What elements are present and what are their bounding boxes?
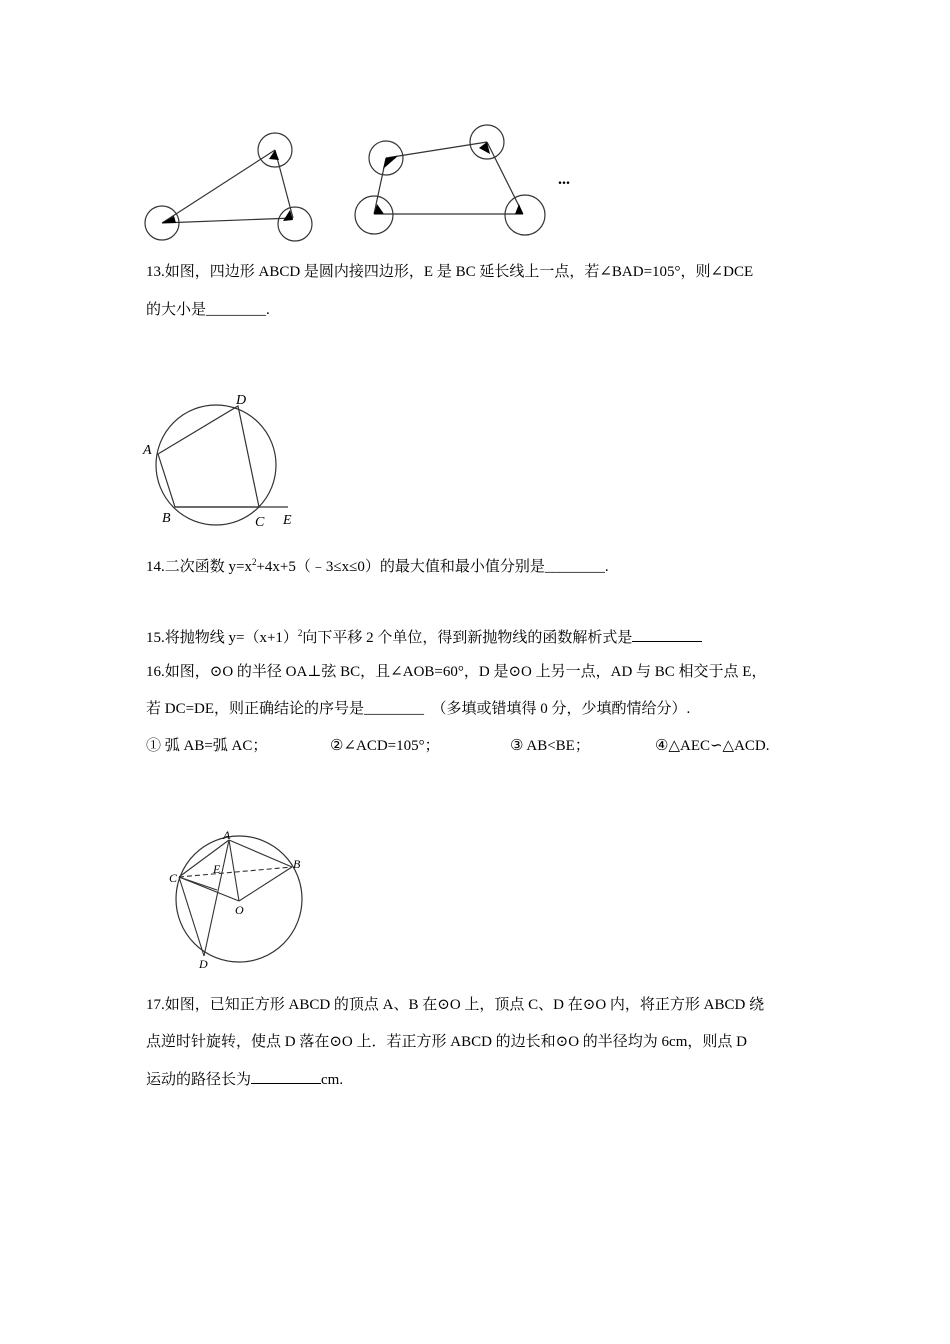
ellipsis-text: ... [558,171,570,188]
q14-suffix: . [604,559,609,575]
q13-figure-cyclic-quadrilateral [138,388,308,533]
q17-line3-suffix: cm. [321,1072,344,1088]
q14-mid: +4x+5（﹣3≤x≤0）的最大值和最小值分别是 [256,559,545,575]
q13-line1: 13.如图，四边形 ABCD 是圆内接四边形，E 是 BC 延长线上一点，若∠BAD=105°，则∠DCE [146,264,754,280]
q15-prefix: 15.将抛物线 y=（x+1） [146,630,298,646]
q16-label-D: D [199,957,208,971]
q17-line3-prefix: 运动的路径长为 [146,1072,252,1088]
q14-sup: 2 [251,557,257,567]
q14-answer-blank[interactable]: ________ [544,559,605,575]
q14-prefix: 14.二次函数 y=x [146,559,252,575]
q13-label-C: C [255,515,265,530]
q13-label-B: B [162,511,171,526]
q16-line2-suffix: （多填或错填得 0 分，少填酌情给分）. [431,701,691,717]
q16-label-O: O [235,903,244,917]
q14-line [146,557,609,577]
q15-line [146,627,702,648]
figure-polygons-with-circles [138,120,588,245]
q16-label-C: C [169,871,178,885]
q16-label-B: B [293,857,301,871]
q16-line2-prefix: 若 DC=DE，则正确结论的序号是 [146,701,365,717]
q15-sup: 2 [297,628,303,638]
q13-label-E: E [283,513,292,528]
q13-label-D: D [236,393,247,408]
q16-option-2: ②∠ACD=105°； [330,738,440,754]
q16-line1: 16.如图，⊙O 的半径 OA⊥弦 BC，且∠AOB=60°，D 是⊙O 上另一点，AD 与 BC 相交于点 E， [146,664,767,680]
q16-line2 [146,699,690,719]
q17-answer-blank[interactable] [251,1069,321,1084]
q13-label-A: A [143,443,152,458]
q16-option-1: ① 弧 AB=弧 AC； [146,738,268,754]
q17-line3 [146,1069,343,1090]
q13-answer-blank[interactable]: ________ [206,302,267,318]
q13-line2-suffix: . [266,302,270,318]
q16-option-4: ④△AEC∽△ACD. [655,738,770,754]
q13-line2-prefix: 的大小是 [146,302,207,318]
q16-label-A: A [223,828,231,842]
q15-answer-blank[interactable] [632,627,702,642]
q13-line2 [146,300,270,320]
q17-line2: 点逆时针旋转，使点 D 落在⊙O 上．若正方形 ABCD 的边长和⊙O 的半径均为 6cm，则点 D [146,1034,747,1050]
q17-line1: 17.如图，已知正方形 ABCD 的顶点 A、B 在⊙O 上，顶点 C、D 在⊙O 内，将正方形 ABCD 绕 [146,997,765,1013]
q16-option-3: ③ AB<BE； [510,738,590,754]
q16-label-E: E [213,862,221,876]
q15-mid: 向下平移 2 个单位，得到新抛物线的函数解析式是 [302,630,633,646]
q16-answer-blank[interactable]: ________ [364,701,425,717]
q16-figure-circle [162,828,332,973]
